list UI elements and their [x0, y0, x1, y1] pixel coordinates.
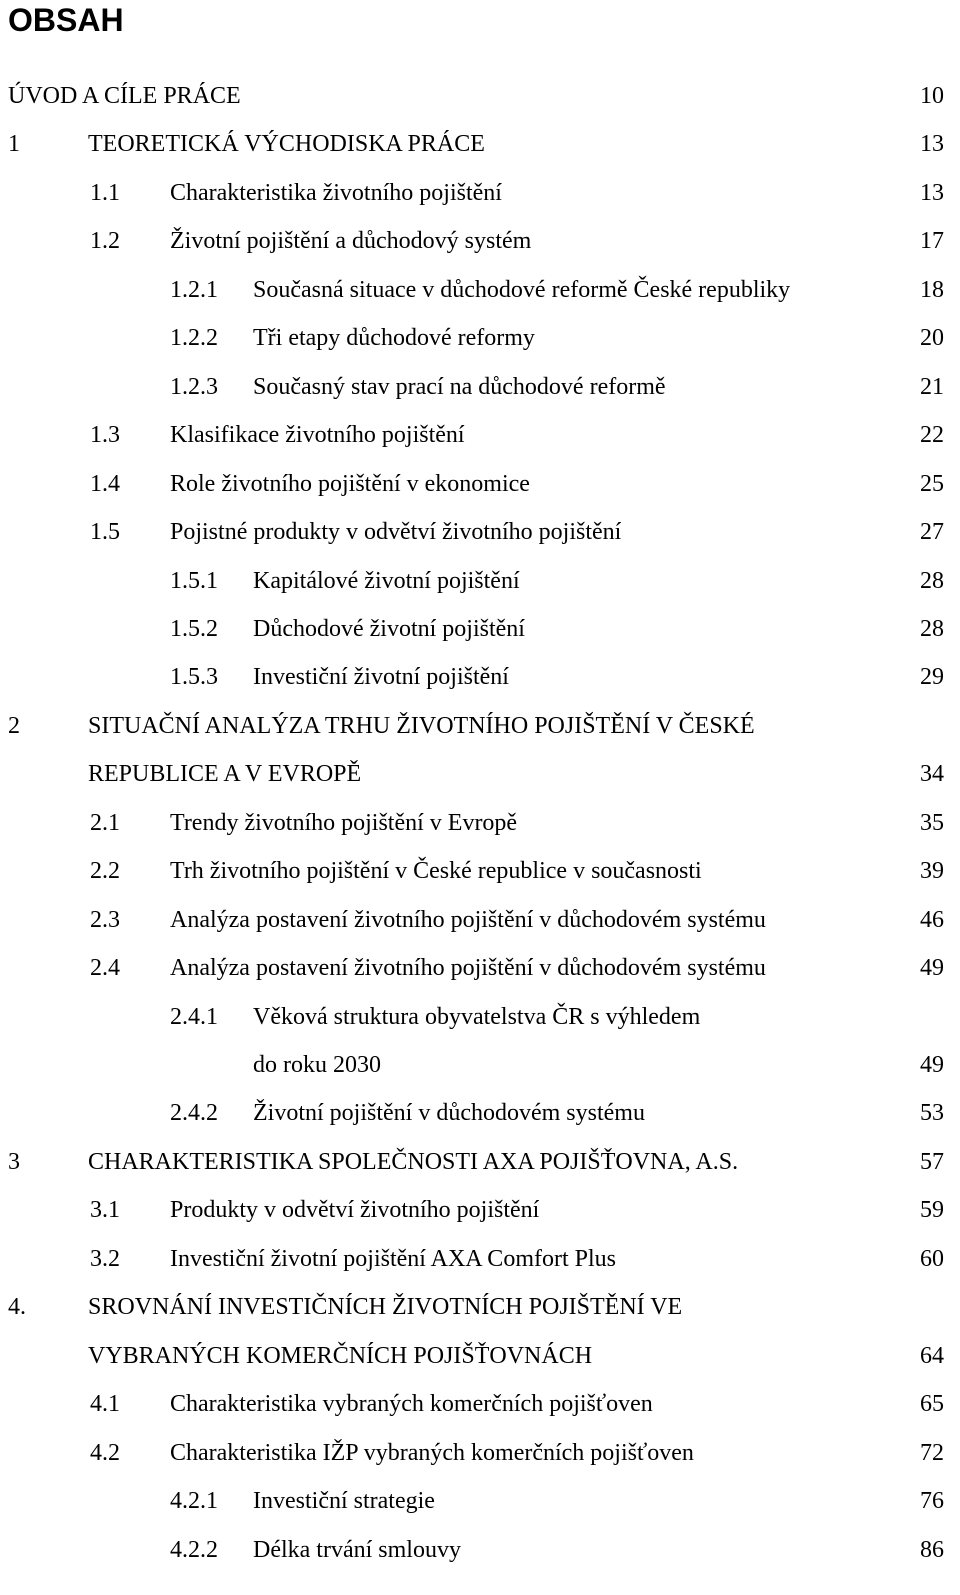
toc-entry [0, 78, 960, 114]
toc-entry [0, 1241, 960, 1277]
toc-entry-title: Životní pojištění v důchodovém systému [253, 1100, 645, 1127]
toc-entry [0, 466, 960, 502]
toc-entry [0, 1289, 960, 1325]
toc-entry [0, 1435, 960, 1471]
toc-entry-title: Analýza postavení životního pojištění v důchodovém systému [170, 906, 766, 933]
toc-entry-page: 76 [920, 1488, 944, 1515]
toc-entry [0, 805, 960, 841]
toc-entry-number: 4. [8, 1294, 26, 1321]
toc-entry-number: 1.2.1 [170, 276, 218, 303]
toc-entry-title: Charakteristika vybraných komerčních pojišťoven [170, 1391, 653, 1418]
toc-entry-page: 57 [920, 1148, 944, 1175]
toc-entry-title: Analýza postavení životního pojištění v důchodovém systému [170, 955, 766, 982]
toc-entry-page: 60 [920, 1245, 944, 1272]
toc-entry-number: 2.4.2 [170, 1100, 218, 1127]
toc-entry-title: Trendy životního pojištění v Evropě [170, 809, 518, 836]
toc-entry-number: 3.2 [90, 1245, 120, 1272]
toc-entry-title: Pojistné produkty v odvětví životního pojištění [170, 519, 622, 546]
toc-entry-page: 86 [920, 1536, 944, 1563]
toc-entry-title: REPUBLICE A V EVROPĚ [88, 761, 362, 788]
toc-entry [0, 1144, 960, 1180]
toc-entry-number: 1.2.3 [170, 373, 218, 400]
toc-entry [0, 853, 960, 889]
toc-entry-title: Trh životního pojištění v České republice v současnosti [170, 858, 702, 885]
toc-entry [0, 1192, 960, 1228]
toc-entry-page: 22 [920, 422, 944, 449]
toc-entry-title: Délka trvání smlouvy [253, 1536, 461, 1563]
toc-entry-title: Životní pojištění a důchodový systém [170, 228, 532, 255]
toc-entry-title: Současná situace v důchodové reformě České republiky [253, 276, 791, 303]
toc-entry-number: 3 [8, 1148, 20, 1175]
toc-entry-title: Charakteristika životního pojištění [170, 179, 502, 206]
toc-entry [0, 1047, 960, 1083]
toc-entry-page: 20 [920, 325, 944, 352]
toc-entry-number: 1.5.2 [170, 615, 218, 642]
toc-entry-page: 49 [920, 1052, 944, 1078]
toc-entry [0, 902, 960, 938]
toc-entry-page: 13 [920, 131, 944, 158]
toc-entry-number: 4.1 [90, 1391, 120, 1418]
toc-entry-number: 1.5 [90, 519, 120, 546]
toc-entry-page: 21 [920, 373, 944, 400]
toc-entry-title: Důchodové životní pojištění [253, 615, 525, 642]
toc-entry [0, 1483, 960, 1519]
toc-entry-page: 28 [920, 615, 944, 642]
toc-entry-title: Investiční životní pojištění [253, 664, 509, 691]
toc-entry [0, 272, 960, 308]
toc-entry [0, 563, 960, 599]
toc-entry-title: Věková struktura obyvatelstva ČR s výhledem [253, 1003, 701, 1030]
toc-entry-title: Tři etapy důchodové reformy [253, 325, 535, 352]
toc-entry [0, 999, 960, 1035]
toc-entry-page: 27 [920, 519, 944, 546]
toc-entry-number: 2.2 [90, 858, 120, 885]
toc-entry [0, 126, 960, 162]
toc-entry-page: 46 [920, 906, 944, 933]
toc-entry [0, 1338, 960, 1374]
toc-entry-page: 25 [920, 470, 944, 497]
toc-entry-page: 39 [920, 858, 944, 885]
toc-entry-number: 1.4 [90, 470, 120, 497]
toc-entry-number: 1.5.3 [170, 664, 218, 691]
toc-entry-page: 53 [920, 1100, 944, 1127]
toc-entry-title: do roku 2030 [253, 1052, 381, 1078]
toc-entry-page: 49 [920, 955, 944, 982]
toc-entry-title: SITUAČNÍ ANALÝZA TRHU ŽIVOTNÍHO POJIŠTĚNÍ V ČESKÉ [88, 712, 755, 739]
toc-entry-title: VYBRANÝCH KOMERČNÍCH POJIŠŤOVNÁCH [88, 1342, 593, 1369]
toc-entry-number: 2 [8, 712, 20, 739]
toc-entry-page: 65 [920, 1391, 944, 1418]
toc-entry-number: 4.2 [90, 1439, 120, 1466]
toc-entry-page: 64 [920, 1342, 944, 1369]
toc-entry-page: 29 [920, 664, 944, 691]
toc-entry-title: Investiční strategie [253, 1488, 435, 1515]
page-title: OBSAH [8, 2, 124, 38]
toc-entry [0, 1532, 960, 1568]
toc-entry-number: 2.3 [90, 906, 120, 933]
toc-entry-number: 1.2.2 [170, 325, 218, 352]
toc-entry-title: Produkty v odvětví životního pojištění [170, 1197, 540, 1224]
toc-entry [0, 756, 960, 792]
toc-entry-page: 28 [920, 567, 944, 594]
toc-entry-number: 1.3 [90, 422, 120, 449]
toc-entry-title: Současný stav prací na důchodové reformě [253, 373, 666, 400]
toc-entry-title: Klasifikace životního pojištění [170, 422, 465, 449]
toc-entry-page: 13 [920, 179, 944, 206]
toc-entry-title: SROVNÁNÍ INVESTIČNÍCH ŽIVOTNÍCH POJIŠTĚNÍ VE [88, 1294, 683, 1321]
toc-entry-page: 59 [920, 1197, 944, 1224]
toc-entry [0, 1095, 960, 1131]
toc-entry [0, 659, 960, 695]
toc-entry-number: 1.2 [90, 228, 120, 255]
toc-entry-page: 18 [920, 276, 944, 303]
toc-entry [0, 175, 960, 211]
toc-entry-number: 2.1 [90, 809, 120, 836]
toc-entry-title: ÚVOD A CÍLE PRÁCE [8, 83, 241, 109]
toc-entry-page: 10 [920, 83, 944, 109]
toc-entry-page: 35 [920, 809, 944, 836]
toc-entry-number: 1.5.1 [170, 567, 218, 594]
toc-entry [0, 223, 960, 259]
toc-entry-title: Investiční životní pojištění AXA Comfort Plus [170, 1245, 616, 1272]
toc-entry [0, 1386, 960, 1422]
toc-entry-title: Role životního pojištění v ekonomice [170, 470, 530, 497]
toc-entry [0, 950, 960, 986]
toc-entry [0, 514, 960, 550]
toc-entry-number: 4.2.2 [170, 1536, 218, 1563]
toc-entry-number: 4.2.1 [170, 1488, 218, 1515]
toc-entry-page: 72 [920, 1439, 944, 1466]
toc-entry [0, 369, 960, 405]
toc-entry-number: 1 [8, 131, 20, 158]
toc-entry-title: TEORETICKÁ VÝCHODISKA PRÁCE [88, 131, 485, 158]
toc-entry-title: Charakteristika IŽP vybraných komerčních pojišťoven [170, 1439, 694, 1466]
toc-entry [0, 708, 960, 744]
toc-entry-number: 2.4.1 [170, 1003, 218, 1030]
toc-entry-number: 3.1 [90, 1197, 120, 1224]
toc-entry-title: CHARAKTERISTIKA SPOLEČNOSTI AXA POJIŠŤOVNA, A.S. [88, 1148, 739, 1175]
toc-entry [0, 320, 960, 356]
toc-entry-page: 34 [920, 761, 944, 788]
toc-entry [0, 611, 960, 647]
toc-entry [0, 417, 960, 453]
toc-entry-title: Kapitálové životní pojištění [253, 567, 520, 594]
toc-entry-number: 1.1 [90, 179, 120, 206]
toc-entry-number: 2.4 [90, 955, 120, 982]
toc-entry-page: 17 [920, 228, 944, 255]
